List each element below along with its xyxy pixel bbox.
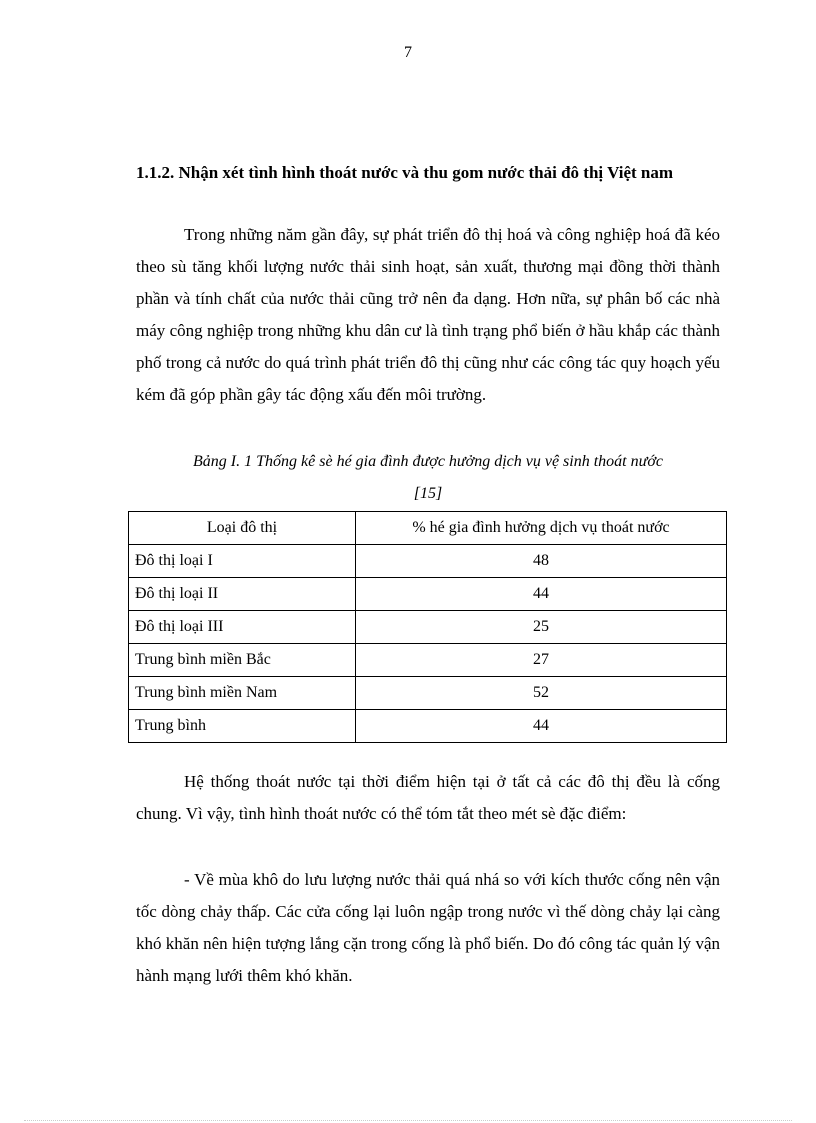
row-label: Đô thị loại II xyxy=(129,578,356,611)
table-row xyxy=(129,578,727,611)
row-label: Trung bình miền Bắc xyxy=(129,644,356,677)
header-household-percent: % hé gia đình hưởng dịch vụ thoát nước xyxy=(356,512,727,545)
table-caption-text: Bảng I. 1 Thống kê sè hé gia đình được hưởng dịch vụ vệ sinh thoát nước xyxy=(193,453,663,470)
section-heading: 1.1.2. Nhận xét tình hình thoát nước và thu gom nước thải đô thị Việt nam xyxy=(136,163,674,182)
row-value: 52 xyxy=(356,677,727,710)
table-row xyxy=(129,611,727,644)
table-header-row xyxy=(129,512,727,545)
row-label: Trung bình xyxy=(129,710,356,743)
page-number: 7 xyxy=(404,44,412,61)
table-row xyxy=(129,710,727,743)
row-label: Trung bình miền Nam xyxy=(129,677,356,710)
row-value: 27 xyxy=(356,644,727,677)
page-bottom-divider xyxy=(24,1120,792,1121)
table-caption-reference: [15] xyxy=(413,485,443,502)
header-urban-type: Loại đô thị xyxy=(129,512,356,545)
row-value: 48 xyxy=(356,545,727,578)
drainage-system-paragraph: Hệ thống thoát nước tại thời điểm hiện tại ở tất cả các đô thị đều là cống chung. Vì vậy, tình hình thoát nước có thể tóm tắt theo mét sè đặc điểm: xyxy=(136,772,720,823)
row-label: Đô thị loại III xyxy=(129,611,356,644)
row-value: 44 xyxy=(356,710,727,743)
table-caption xyxy=(128,446,728,510)
dry-season-paragraph: - Về mùa khô do lưu lượng nước thải quá nhá so với kích thước cống nên vận tốc dòng chảy thấp. Các cửa cống lại luôn ngập trong nước vì thế dòng chảy lại càng khó khăn nên hiện tượng lắng cặn trong cống là phổ biến. Do đó công tác quản lý vận hành mạng lưới thêm khó khăn. xyxy=(136,870,720,985)
row-value: 44 xyxy=(356,578,727,611)
row-label: Đô thị loại I xyxy=(129,545,356,578)
intro-paragraph: Trong những năm gần đây, sự phát triển đô thị hoá và công nghiệp hoá đã kéo theo sù tăng khối lượng nước thải sinh hoạt, sản xuất, thương mại đồng thời thành phần và tính chất của nước thải cũng trở nên đa dạng. Hơn nữa, sự phân bố các nhà máy công nghiệp trong những khu dân cư là tình trạng phổ biến ở hầu khắp các thành phố trong cả nước do quá trình phát triển đô thị cũng như các công tác quy hoạch yếu kém đã góp phần gây tác động xấu đến môi trường. xyxy=(136,225,720,404)
household-drainage-table xyxy=(128,511,727,743)
table-row xyxy=(129,545,727,578)
table-row xyxy=(129,677,727,710)
row-value: 25 xyxy=(356,611,727,644)
table-row xyxy=(129,644,727,677)
